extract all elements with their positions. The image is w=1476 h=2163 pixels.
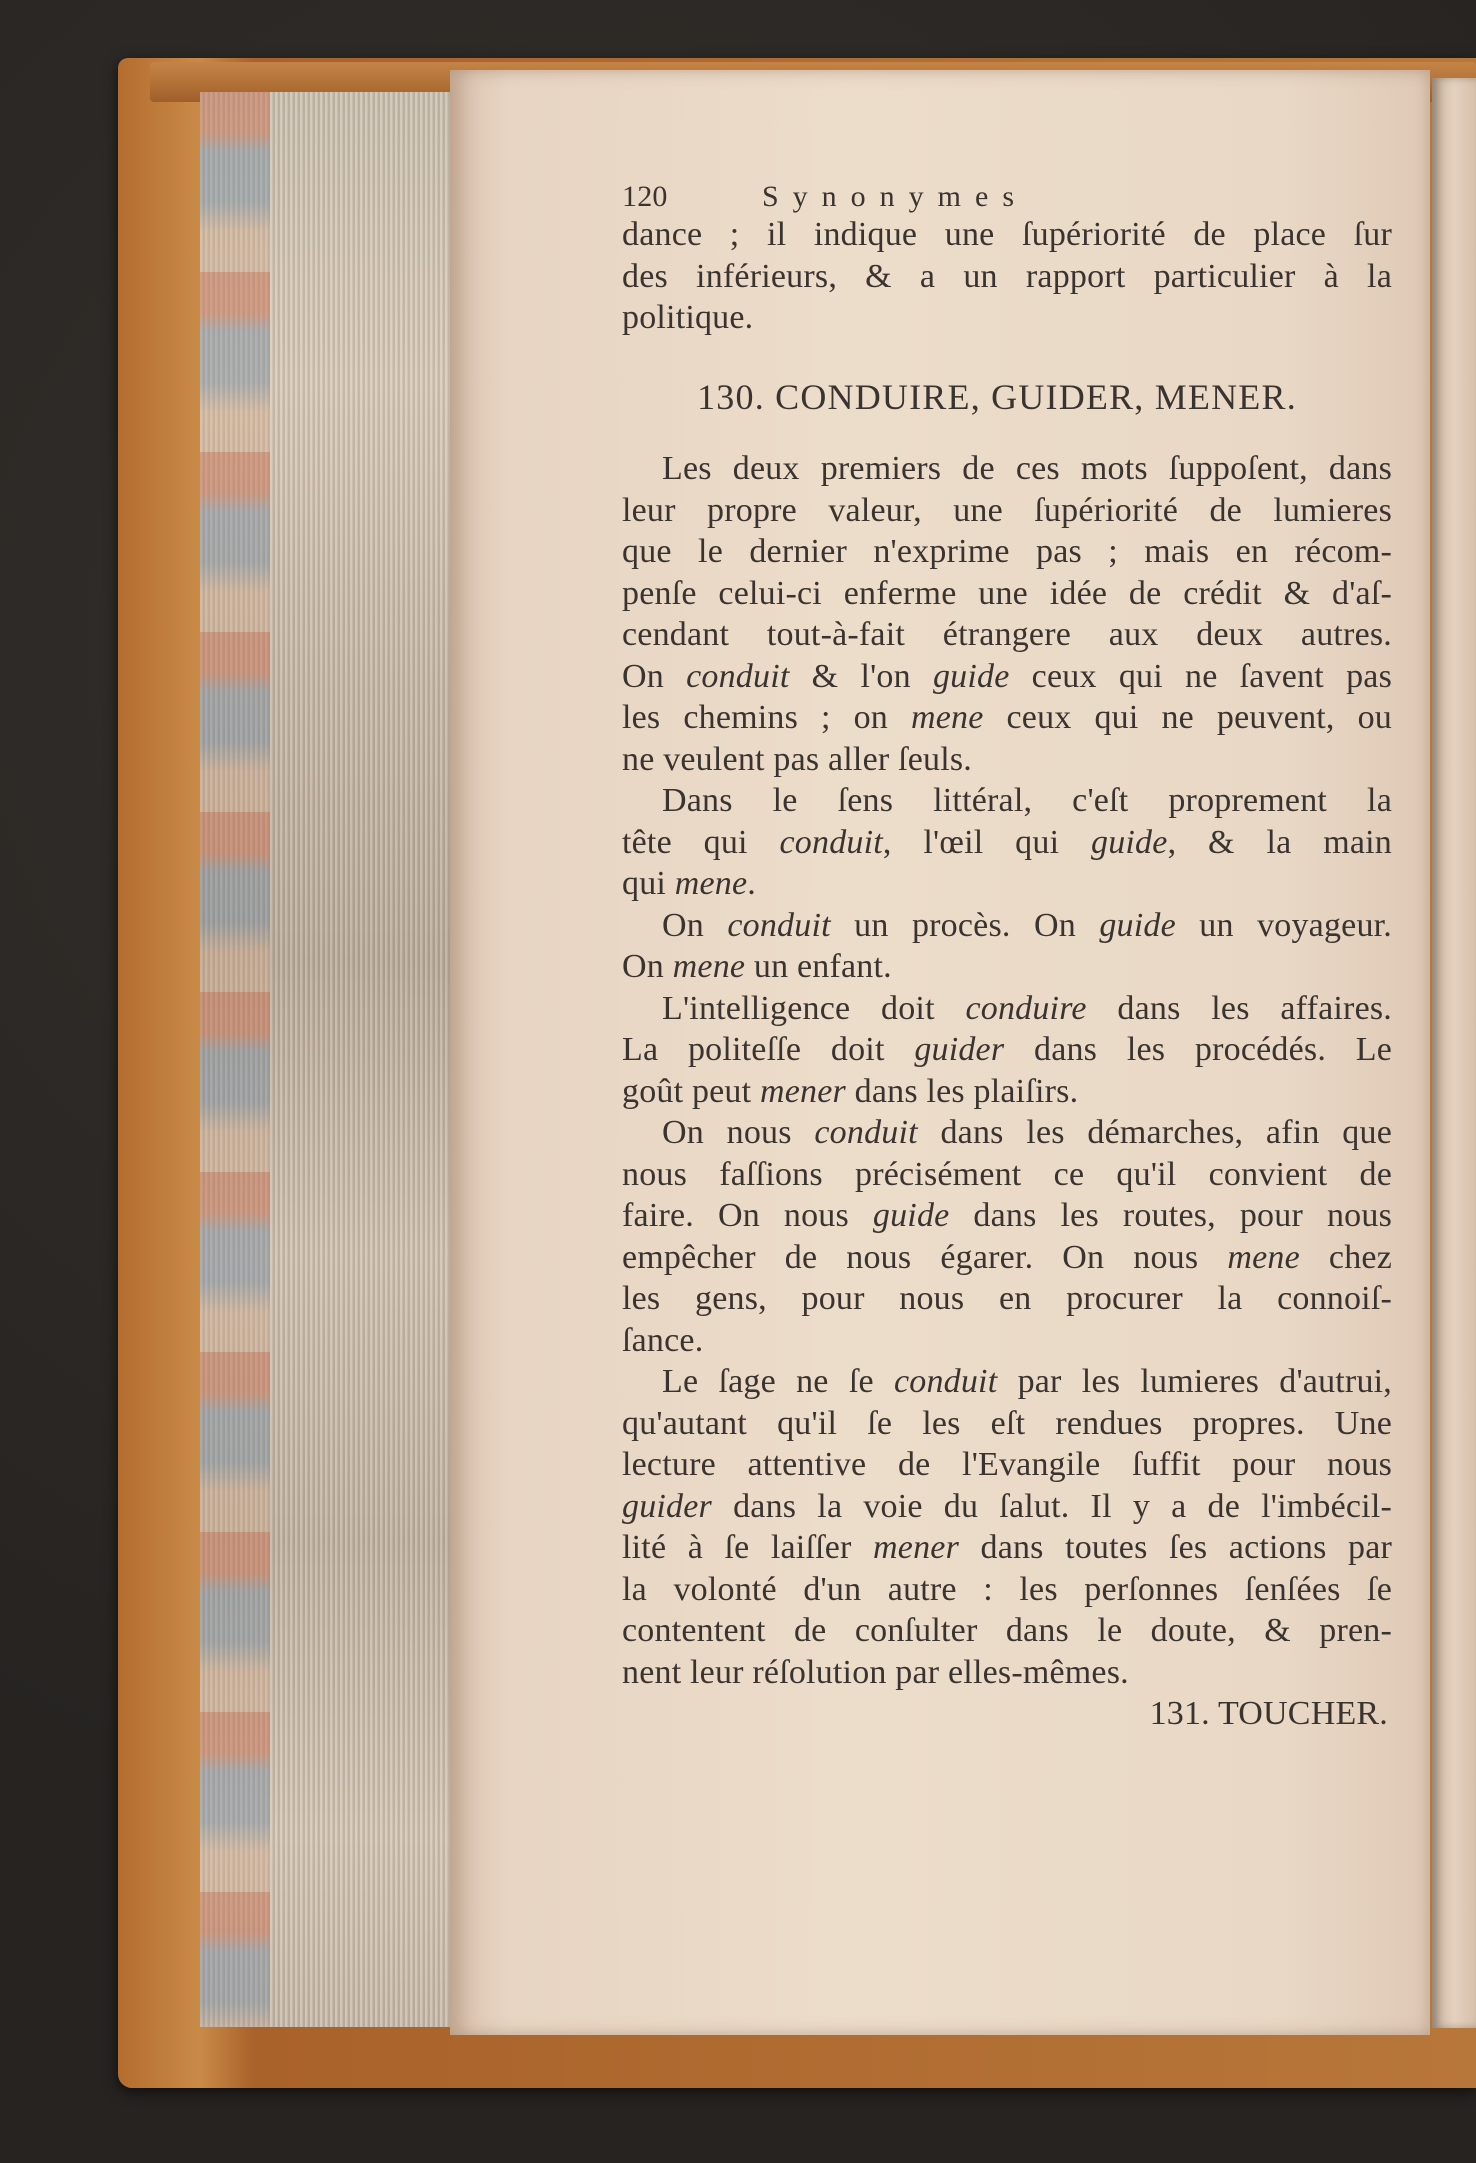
text-segment: faire. On nous	[622, 1197, 873, 1234]
text-line	[622, 946, 1392, 988]
carryover-text	[622, 214, 1392, 339]
text-segment: ceux qui ne ſavent pas	[1009, 657, 1393, 695]
marbled-edge	[200, 92, 270, 2027]
section-heading: 130. CONDUIRE, GUIDER, MENER.	[697, 376, 1297, 417]
text-segment: On	[662, 906, 728, 944]
italic-term: guider	[622, 1487, 712, 1525]
body-paragraphs	[622, 448, 1392, 1693]
running-head	[622, 180, 1392, 214]
text-line: que le dernier n'exprime pas ; mais en récom-	[622, 533, 1392, 570]
italic-term: mene	[672, 948, 746, 985]
text-line: nent leur réſolution par elles-mêmes.	[622, 1653, 1129, 1691]
text-segment: dans toutes ſes actions par	[959, 1529, 1393, 1566]
text-segment: dans les routes, pour nous	[949, 1197, 1392, 1234]
text-line	[622, 1486, 1392, 1528]
text-segment: , l'œil qui	[882, 823, 1092, 861]
text-segment: dans les plaiſirs.	[845, 1072, 1079, 1110]
text-line: la volonté d'un autre : les perſonnes ſenſées ſe	[622, 1570, 1392, 1608]
paragraph	[622, 448, 1392, 780]
text-segment: goût peut	[622, 1072, 760, 1110]
italic-term: conduit	[727, 906, 831, 944]
text-line: Dans le ſens littéral, c'eſt proprement la	[662, 782, 1392, 819]
italic-term: conduit	[814, 1114, 918, 1151]
italic-term: guide	[872, 1197, 950, 1234]
page-text	[622, 180, 1392, 1735]
text-segment: On	[622, 948, 673, 985]
catchword: 131. TOUCHER.	[1149, 1695, 1388, 1732]
text-segment: ceux qui ne peuvent, ou	[983, 699, 1392, 736]
italic-term: mene	[910, 699, 984, 736]
text-line: ſance.	[622, 1321, 704, 1359]
text-line	[622, 1237, 1392, 1279]
text-line	[622, 1361, 1392, 1403]
text-line: lecture attentive de l'Evangile ſuffit pour nous	[622, 1446, 1392, 1483]
text-segment: lité à ſe laiſſer	[622, 1529, 874, 1566]
italic-term: mener	[873, 1529, 960, 1566]
text-segment: dans les procédés. Le	[1004, 1031, 1393, 1068]
text-segment: les chemins ; on	[622, 699, 911, 736]
text-segment: .	[747, 865, 756, 902]
text-segment: tête qui	[622, 823, 780, 861]
italic-term: mene	[674, 865, 748, 902]
paragraph	[622, 905, 1392, 988]
text-line: leur propre valeur, une ſupériorité de lumieres	[622, 491, 1392, 529]
adjacent-page-edge	[1432, 78, 1476, 2028]
text-line: Les deux premiers de ces mots ſuppoſent, dans	[662, 450, 1392, 487]
text-line	[622, 1527, 1392, 1569]
paragraph	[622, 1112, 1392, 1361]
text-line: ne veulent pas aller ſeuls.	[622, 740, 972, 778]
text-segment: qui	[622, 865, 675, 902]
text-segment: On	[622, 657, 687, 695]
italic-term: mener	[759, 1072, 846, 1110]
italic-term: guide	[932, 657, 1010, 695]
text-line	[622, 1029, 1392, 1071]
text-segment: dans les affaires.	[1086, 989, 1392, 1027]
text-segment: dans la voie du ſalut. Il y a de l'imbécil-	[711, 1487, 1392, 1525]
text-segment: Le ſage ne ſe	[662, 1363, 894, 1400]
italic-term: guide	[1099, 906, 1176, 944]
text-line	[622, 1071, 1392, 1113]
text-line: les gens, pour nous en procurer la connoiſ-	[622, 1280, 1392, 1317]
text-segment: , & la main	[1167, 823, 1392, 861]
paragraph	[622, 988, 1392, 1113]
paragraph	[622, 1361, 1392, 1693]
text-line: politique.	[622, 299, 754, 336]
text-segment: & l'on	[789, 657, 933, 695]
italic-term: conduit	[686, 657, 790, 695]
text-segment: un procès. On	[830, 906, 1100, 944]
text-line: penſe celui-ci enferme une idée de crédit & d'aſ-	[622, 574, 1392, 612]
text-segment: La politeſſe doit	[622, 1031, 915, 1068]
text-segment: un voyageur.	[1175, 906, 1392, 944]
text-segment: chez	[1299, 1238, 1392, 1276]
text-line	[622, 656, 1392, 698]
italic-term: guider	[914, 1031, 1005, 1068]
text-line: nous faſſions précisément ce qu'il convient de	[622, 1155, 1392, 1193]
text-line: dance ; il indique une ſupériorité de place ſur	[622, 216, 1392, 253]
text-line	[622, 822, 1392, 864]
paragraph	[622, 780, 1392, 905]
italic-term: mene	[1227, 1238, 1300, 1276]
text-line	[622, 863, 1392, 905]
italic-term: conduit	[779, 823, 883, 861]
italic-term: guide	[1091, 823, 1168, 861]
text-segment: empêcher de nous égarer. On nous	[622, 1238, 1228, 1276]
text-segment: par les lumieres d'autrui,	[997, 1363, 1392, 1400]
text-line	[622, 905, 1392, 947]
text-segment: L'intelligence doit	[662, 989, 966, 1027]
text-line: des inférieurs, & a un rapport particulier à la	[622, 257, 1392, 295]
text-line: contentent de conſulter dans le doute, & pren-	[622, 1612, 1392, 1649]
text-line	[622, 988, 1392, 1030]
text-segment: dans les démarches, afin que	[917, 1114, 1392, 1151]
text-line	[622, 697, 1392, 739]
text-line	[622, 1112, 1392, 1154]
running-title: Synonymes	[762, 180, 1029, 213]
page-number: 120	[622, 180, 668, 213]
text-line: qu'autant qu'il ſe les eſt rendues propres. Une	[622, 1404, 1392, 1442]
text-line	[622, 1195, 1392, 1237]
italic-term: conduire	[965, 989, 1087, 1027]
italic-term: conduit	[893, 1363, 998, 1400]
text-line: cendant tout-à-fait étrangere aux deux autres.	[622, 616, 1392, 653]
text-segment: un enfant.	[745, 948, 892, 985]
text-segment: On nous	[662, 1114, 815, 1151]
